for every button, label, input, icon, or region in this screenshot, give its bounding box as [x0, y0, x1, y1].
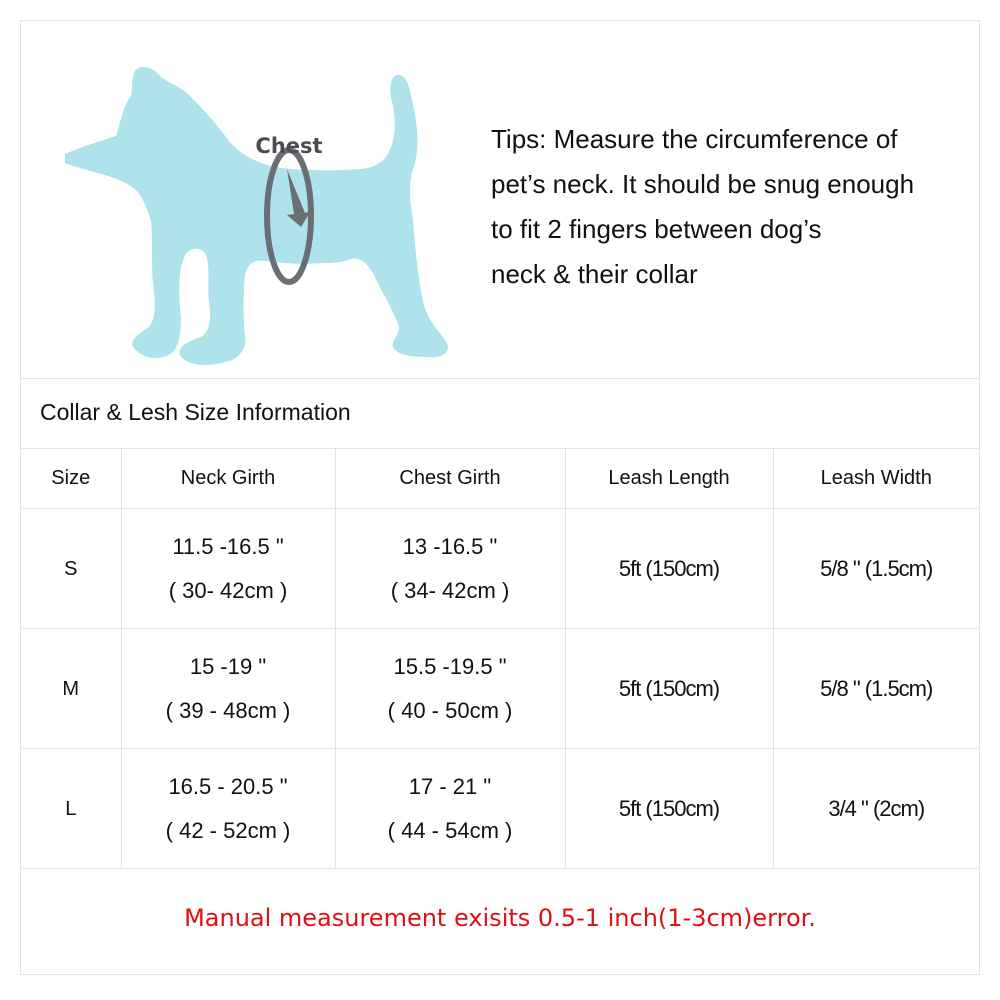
cm-value: ( 42 - 52cm ) — [165, 817, 291, 843]
neck-girth-cell — [121, 629, 335, 749]
leash-length-cell: 5ft (150cm) — [565, 509, 773, 629]
leash-width-cell: 5/8 " (1.5cm) — [773, 509, 979, 629]
chest-girth-cell — [335, 629, 565, 749]
section-title: Collar & Lesh Size Information — [40, 399, 351, 425]
tips-line: neck & their collar — [491, 259, 698, 289]
table-row — [21, 629, 979, 749]
table-header-row — [21, 449, 979, 509]
inches-value: 17 - 21 " — [408, 773, 492, 799]
chest-girth-cell — [335, 509, 565, 629]
leash-length-cell: 5ft (150cm) — [565, 629, 773, 749]
cm-value: ( 34- 42cm ) — [390, 577, 510, 603]
leash-length-cell: 5ft (150cm) — [565, 749, 773, 869]
tips-text — [491, 117, 971, 297]
chest-label: Chest — [255, 134, 323, 158]
cm-value: ( 30- 42cm ) — [168, 577, 288, 603]
inches-value: 15 -19 " — [189, 653, 267, 679]
leash-width-cell: 5/8 " (1.5cm) — [773, 629, 979, 749]
header-leash-length: Leash Length — [565, 449, 773, 509]
size-cell: S — [21, 509, 121, 629]
inches-value: 13 -16.5 " — [402, 533, 498, 559]
header-leash-width: Leash Width — [773, 449, 979, 509]
tips-line: Tips: Measure the circumference of — [491, 124, 898, 154]
inches-value: 11.5 -16.5 " — [172, 533, 284, 559]
header-neck-girth: Neck Girth — [121, 449, 335, 509]
cm-value: ( 39 - 48cm ) — [165, 697, 291, 723]
table-row — [21, 749, 979, 869]
tips-line: to fit 2 fingers between dog’s — [491, 214, 822, 244]
size-table — [21, 448, 979, 869]
dog-silhouette — [65, 67, 448, 365]
cm-value: ( 44 - 54cm ) — [387, 817, 513, 843]
leash-width-cell: 3/4 " (2cm) — [773, 749, 979, 869]
table-row — [21, 509, 979, 629]
neck-girth-cell — [121, 509, 335, 629]
tips-line: pet’s neck. It should be snug enough — [491, 169, 915, 199]
size-chart-frame — [20, 20, 980, 975]
header-size: Size — [21, 449, 121, 509]
neck-girth-cell — [121, 749, 335, 869]
size-cell: L — [21, 749, 121, 869]
header-chest-girth: Chest Girth — [335, 449, 565, 509]
measurement-error-note: Manual measurement exisits 0.5-1 inch(1-3cm)error. — [184, 904, 816, 932]
measurement-guide — [21, 21, 979, 378]
inches-value: 15.5 -19.5 " — [393, 653, 507, 679]
dog-illustration — [61, 51, 461, 371]
chest-girth-cell — [335, 749, 565, 869]
size-cell: M — [21, 629, 121, 749]
divider — [21, 378, 979, 379]
cm-value: ( 40 - 50cm ) — [387, 697, 513, 723]
inches-value: 16.5 - 20.5 " — [168, 773, 288, 799]
